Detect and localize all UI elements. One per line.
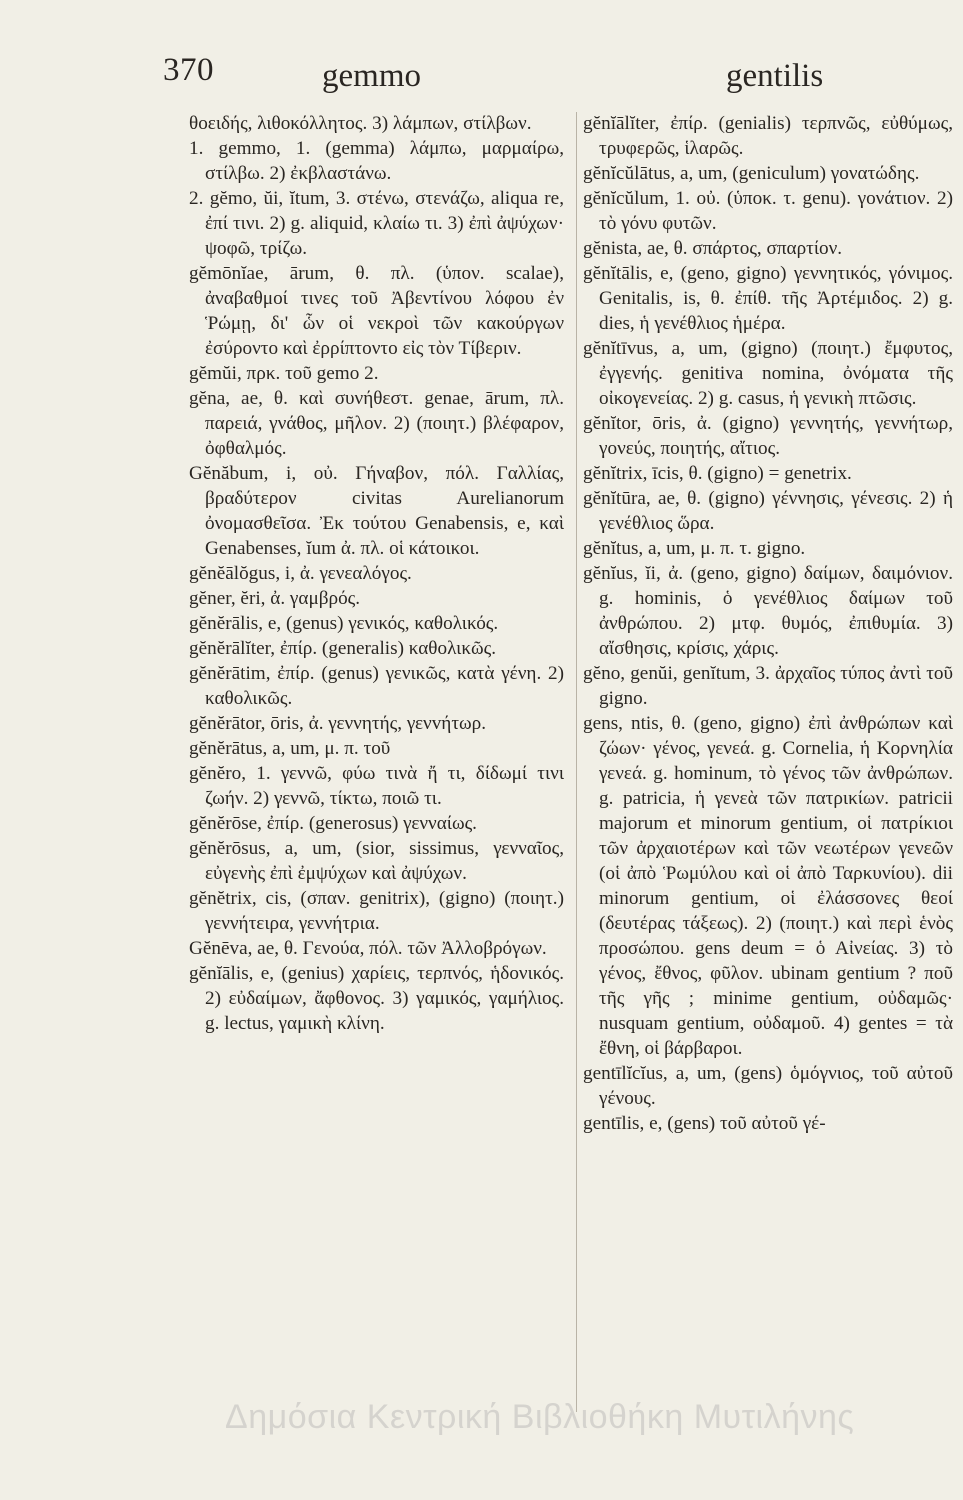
dictionary-entry: 1. gemmo, 1. (gemma) λάμπω, μαρμαίρω, στίλβω. 2) ἐκβλαστάνω. [189, 138, 564, 184]
page-number: 370 [163, 52, 214, 88]
column-divider [576, 112, 577, 1412]
dictionary-entry: gĕnĕrātus, a, um, μ. π. τοῦ [189, 738, 391, 759]
dictionary-entry: Gĕnăbum, i, οὐ. Γήναβον, πόλ. Γαλλίας, βραδύτερον civitas Aurelianorum ὀνομασθεῖσα. Ἐκ τούτου Genabensis, e, καὶ Genabenses, ĭum ἀ. πλ. οἱ κάτοικοι. [189, 463, 564, 559]
dictionary-entry: gĕnĭtūra, ae, θ. (gigno) γέννησις, γένεσις. 2) ἡ γενέθλιος ὥρα. [583, 488, 953, 534]
guide-word-left: gemmo [322, 58, 421, 94]
dictionary-entry: gĕnĭtor, ōris, ἀ. (gigno) γεννητής, γεννήτωρ, γονεύς, ποιητής, αἴτιος. [583, 413, 953, 459]
dictionary-entry: gĕnĭcŭlātus, a, um, (geniculum) γονατώδης. [583, 163, 920, 184]
dictionary-entry: θοειδής, λιθοκόλλητος. 3) λάμπων, στίλβων. [189, 113, 532, 134]
dictionary-entry: gĕnista, ae, θ. σπάρτος, σπαρτίον. [583, 238, 843, 259]
right-column [583, 111, 953, 1136]
dictionary-entry: Gĕnēva, ae, θ. Γενούα, πόλ. τῶν Ἀλλοβρόγων. [189, 938, 547, 959]
dictionary-entry: gĕnĭtālis, e, (geno, gigno) γεννητικός, γόνιμος. Genitalis, is, θ. ἐπίθ. τῆς Ἀρτέμιδος. 2) g. dies, ἡ γενέθλιος ἡμέρα. [583, 263, 953, 334]
left-column [189, 111, 564, 1036]
dictionary-entry: gĕnĕrātor, ōris, ἀ. γεννητής, γενvήτωρ. [189, 713, 487, 734]
dictionary-entry: gĕnĭālĭter, ἐπίρ. (genialis) τερπνῶς, εὐθύμως, τρυφερῶς, ἱλαρῶς. [583, 113, 953, 159]
dictionary-entry: gĕnĭtrix, īcis, θ. (gigno) = genetrix. [583, 463, 852, 484]
dictionary-entry: gĕnĭcŭlum, 1. οὐ. (ὑποκ. τ. genu). γονάτιον. 2) τὸ γόνυ φυτῶν. [583, 188, 953, 234]
dictionary-entry: gĕnĭus, ĭi, ἀ. (geno, gigno) δαίμων, δαιμόνιον. g. hominis, ὁ γενέθλιος δαίμων τοῦ ἀνθρώπου. 2) μτφ. θυμός, ἐπιθυμία. 3) αἴσθησις, κρίσις, χάρις. [583, 563, 953, 659]
dictionary-entry: gĕnĕrālĭter, ἐπίρ. (generalis) καθολικῶς. [189, 638, 497, 659]
dictionary-entry: 2. gĕmo, ŭi, ĭtum, 3. στένω, στενάζω, aliqua re, ἐπί τινι. 2) g. aliquid, κλαίω τι. 3) ἐπὶ ἀψύχων· ψοφῶ, τρίζω. [189, 188, 564, 259]
dictionary-entry: gĕnĕro, 1. γεννῶ, φύω τινὰ ἤ τι, δίδωμί τινι ζωήν. 2) γεννῶ, τίκτω, ποιῶ τι. [189, 763, 564, 809]
dictionary-entry: gĕmŭi, πρκ. τοῦ gemo 2. [189, 363, 379, 384]
dictionary-entry: gĕnĕrātim, ἐπίρ. (genus) γενικῶς, κατὰ γένη. 2) καθολικῶς. [189, 663, 564, 709]
dictionary-entry: gĕnĕrōse, ἐπίρ. (generosus) γενναίως. [189, 813, 477, 834]
library-watermark: Δημόσια Κεντρική Βιβλιοθήκη Μυτιλήνης [225, 1398, 855, 1436]
dictionary-entry: gĕnĕtrix, cis, (σπαν. genitrix), (gigno) (ποιητ.) γεννήτειρα, γεννήτρια. [189, 888, 564, 934]
dictionary-entry: gĕna, ae, θ. καὶ συνήθεστ. genae, ārum, πλ. παρειά, γνάθος, μῆλον. 2) (ποιητ.) βλέφαρον, ὀφθαλμός. [189, 388, 564, 459]
dictionary-entry: gĕner, ĕri, ἀ. γαμβρός. [189, 588, 361, 609]
dictionary-entry: gĕmōnĭae, ārum, θ. πλ. (ὑπον. scalae), ἀναβαθμοί τινες τοῦ Ἀβεντίνου λόφου ἐν Ῥώμῃ, δι' ὧν οἱ νεκροὶ τῶν κακούργων ἐσύροντο καὶ ἐρρίπτοντο εἰς τὸν Τίβεριν. [189, 263, 564, 359]
dictionary-entry: gens, ntis, θ. (geno, gigno) ἐπὶ ἀνθρώπων καὶ ζώων· γένος, γενεά. g. Cornelia, ἡ Κορνηλία γενεά. g. hominum, τὸ γένος τῶν ἀνθρώπων. g. patricia, ἡ γενεὰ τῶν πατρικίων. patricii majorum et minorum gentium, οἱ πατρίκιοι τῶν ἀρχαιοτέρων καὶ τῶν νεωτέρων γενεῶν (οἱ ἀπὸ Ῥωμύλου καὶ οἱ ἀπὸ Ταρκυνίου). dii minorum gentium, οἱ ἐλάσσονες θεοί (δευτέρας τάξεως). 2) (ποιητ.) καὶ περὶ ἑνὸς προσώπου. gens deum = ὁ Αἰνείας. 3) τὸ γένος, ἔθνος, φῦλον. ubinam gentium ? ποῦ τῆς γῆς ; minime gentium, οὐδαμῶς· nusquam gentium, οὐδαμοῦ. 4) gentes = τὰ ἔθνη, οἱ βάρβαροι. [583, 713, 953, 1059]
dictionary-entry: gĕnĕrālis, e, (genus) γενικός, καθολικός. [189, 613, 499, 634]
dictionary-entry: gĕnĕālŏgus, i, ἀ. γενεαλόγος. [189, 563, 412, 584]
dictionary-entry: gentīlĭcĭus, a, um, (gens) ὁμόγνιος, τοῦ αὐτοῦ γένους. [583, 1063, 953, 1109]
guide-word-right: gentilis [726, 58, 824, 94]
dictionary-entry: gĕnĭālis, e, (genius) χαρίεις, τερπνός, ἡδονικός. 2) εὐδαίμων, ἄφθονος. 3) γαμικός, γαμήλιος. g. lectus, γαμικὴ κλίνη. [189, 963, 564, 1034]
dictionary-entry: gĕno, genŭi, genĭtum, 3. ἀρχαῖος τύπος ἀντὶ τοῦ gigno. [583, 663, 953, 709]
dictionary-entry: gentīlis, e, (gens) τοῦ αὐτοῦ γέ- [583, 1113, 826, 1134]
dictionary-entry: gĕnĭtīvus, a, um, (gigno) (ποιητ.) ἔμφυτος, ἐγγενής. genitiva nomina, ὀνόματα τῆς οἰκογενείας. 2) g. casus, ἡ γενικὴ πτῶσις. [583, 338, 953, 409]
dictionary-entry: gĕnĭtus, a, um, μ. π. τ. gigno. [583, 538, 806, 559]
dictionary-entry: gĕnĕrōsus, a, um, (sior, sissimus, γενναῖος, εὐγενὴς ἐπὶ ἐμψύχων καὶ ἀψύχων. [189, 838, 564, 884]
